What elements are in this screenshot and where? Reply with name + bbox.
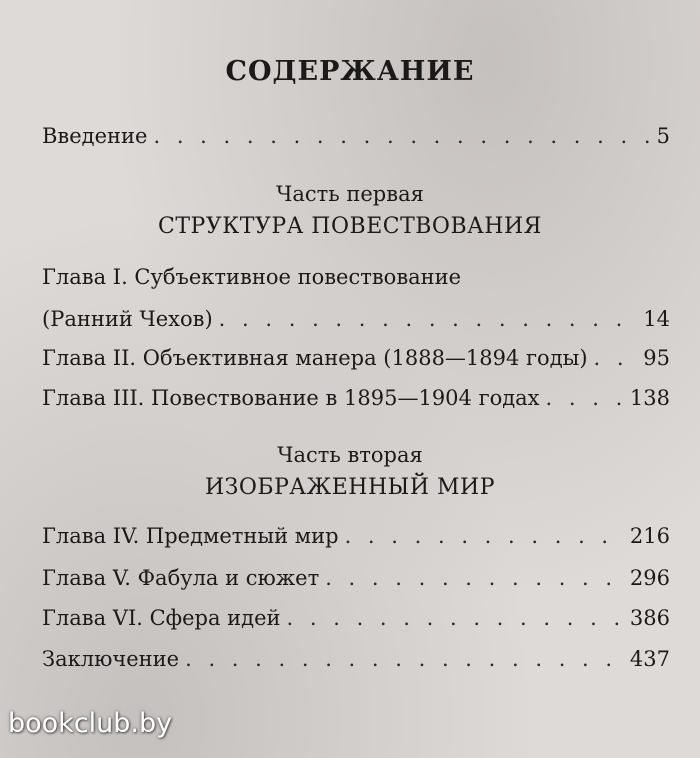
dot-leader <box>594 346 638 370</box>
watermark-text: bookclub.by <box>8 708 173 739</box>
toc-entry-label: Заключение <box>42 647 180 671</box>
toc-page-number: 5 <box>656 124 670 148</box>
dot-leader <box>153 124 650 148</box>
toc-page-number: 138 <box>629 386 670 410</box>
toc-page-number: 386 <box>629 606 670 630</box>
part-two-label: Часть вторая <box>277 443 423 467</box>
part-one-label: Часть первая <box>276 182 424 206</box>
toc-entry-label: Глава VI. Сфера идей <box>42 606 281 630</box>
dot-leader <box>345 524 624 548</box>
part-two-title: ИЗОБРАЖЕННЫЙ МИР <box>204 475 496 500</box>
toc-page-number: 437 <box>629 647 670 671</box>
toc-entry-label: (Ранний Чехов) <box>42 307 213 331</box>
toc-entry-label: Глава III. Повествование в 1895—1904 годах <box>42 386 540 410</box>
toc-entry-intro <box>42 124 670 148</box>
toc-entry-label: Введение <box>42 124 148 148</box>
toc-page-number: 95 <box>643 346 670 370</box>
dot-leader <box>287 606 624 630</box>
part-one-title: СТРУКТУРА ПОВЕСТВОВАНИЯ <box>158 214 542 239</box>
toc-entry-chapter-2 <box>42 346 670 370</box>
toc-entry-label: Глава IV. Предметный мир <box>42 524 339 548</box>
toc-page-number: 296 <box>629 566 670 590</box>
toc-entry-chapter-3 <box>42 386 670 410</box>
toc-entry-chapter-6 <box>42 606 670 630</box>
toc-entry-chapter-1 <box>42 307 670 331</box>
toc-entry-chapter-5 <box>42 566 670 590</box>
toc-entry-label: Глава II. Объективная манера (1888—1894 годы) <box>42 346 588 370</box>
dot-leader <box>546 386 624 410</box>
contents-heading: СОДЕРЖАНИЕ <box>225 56 475 87</box>
toc-entry-conclusion <box>42 647 670 671</box>
toc-page-number: 14 <box>643 307 670 331</box>
toc-page-number: 216 <box>629 524 670 548</box>
toc-entry-label: Глава V. Фабула и сюжет <box>42 566 320 590</box>
dot-leader <box>185 647 624 671</box>
dot-leader <box>219 307 638 331</box>
dot-leader <box>325 566 624 590</box>
toc-entry-chapter-1-first-line: Глава I. Субъективное повествование <box>42 265 462 289</box>
toc-entry-chapter-4 <box>42 524 670 548</box>
